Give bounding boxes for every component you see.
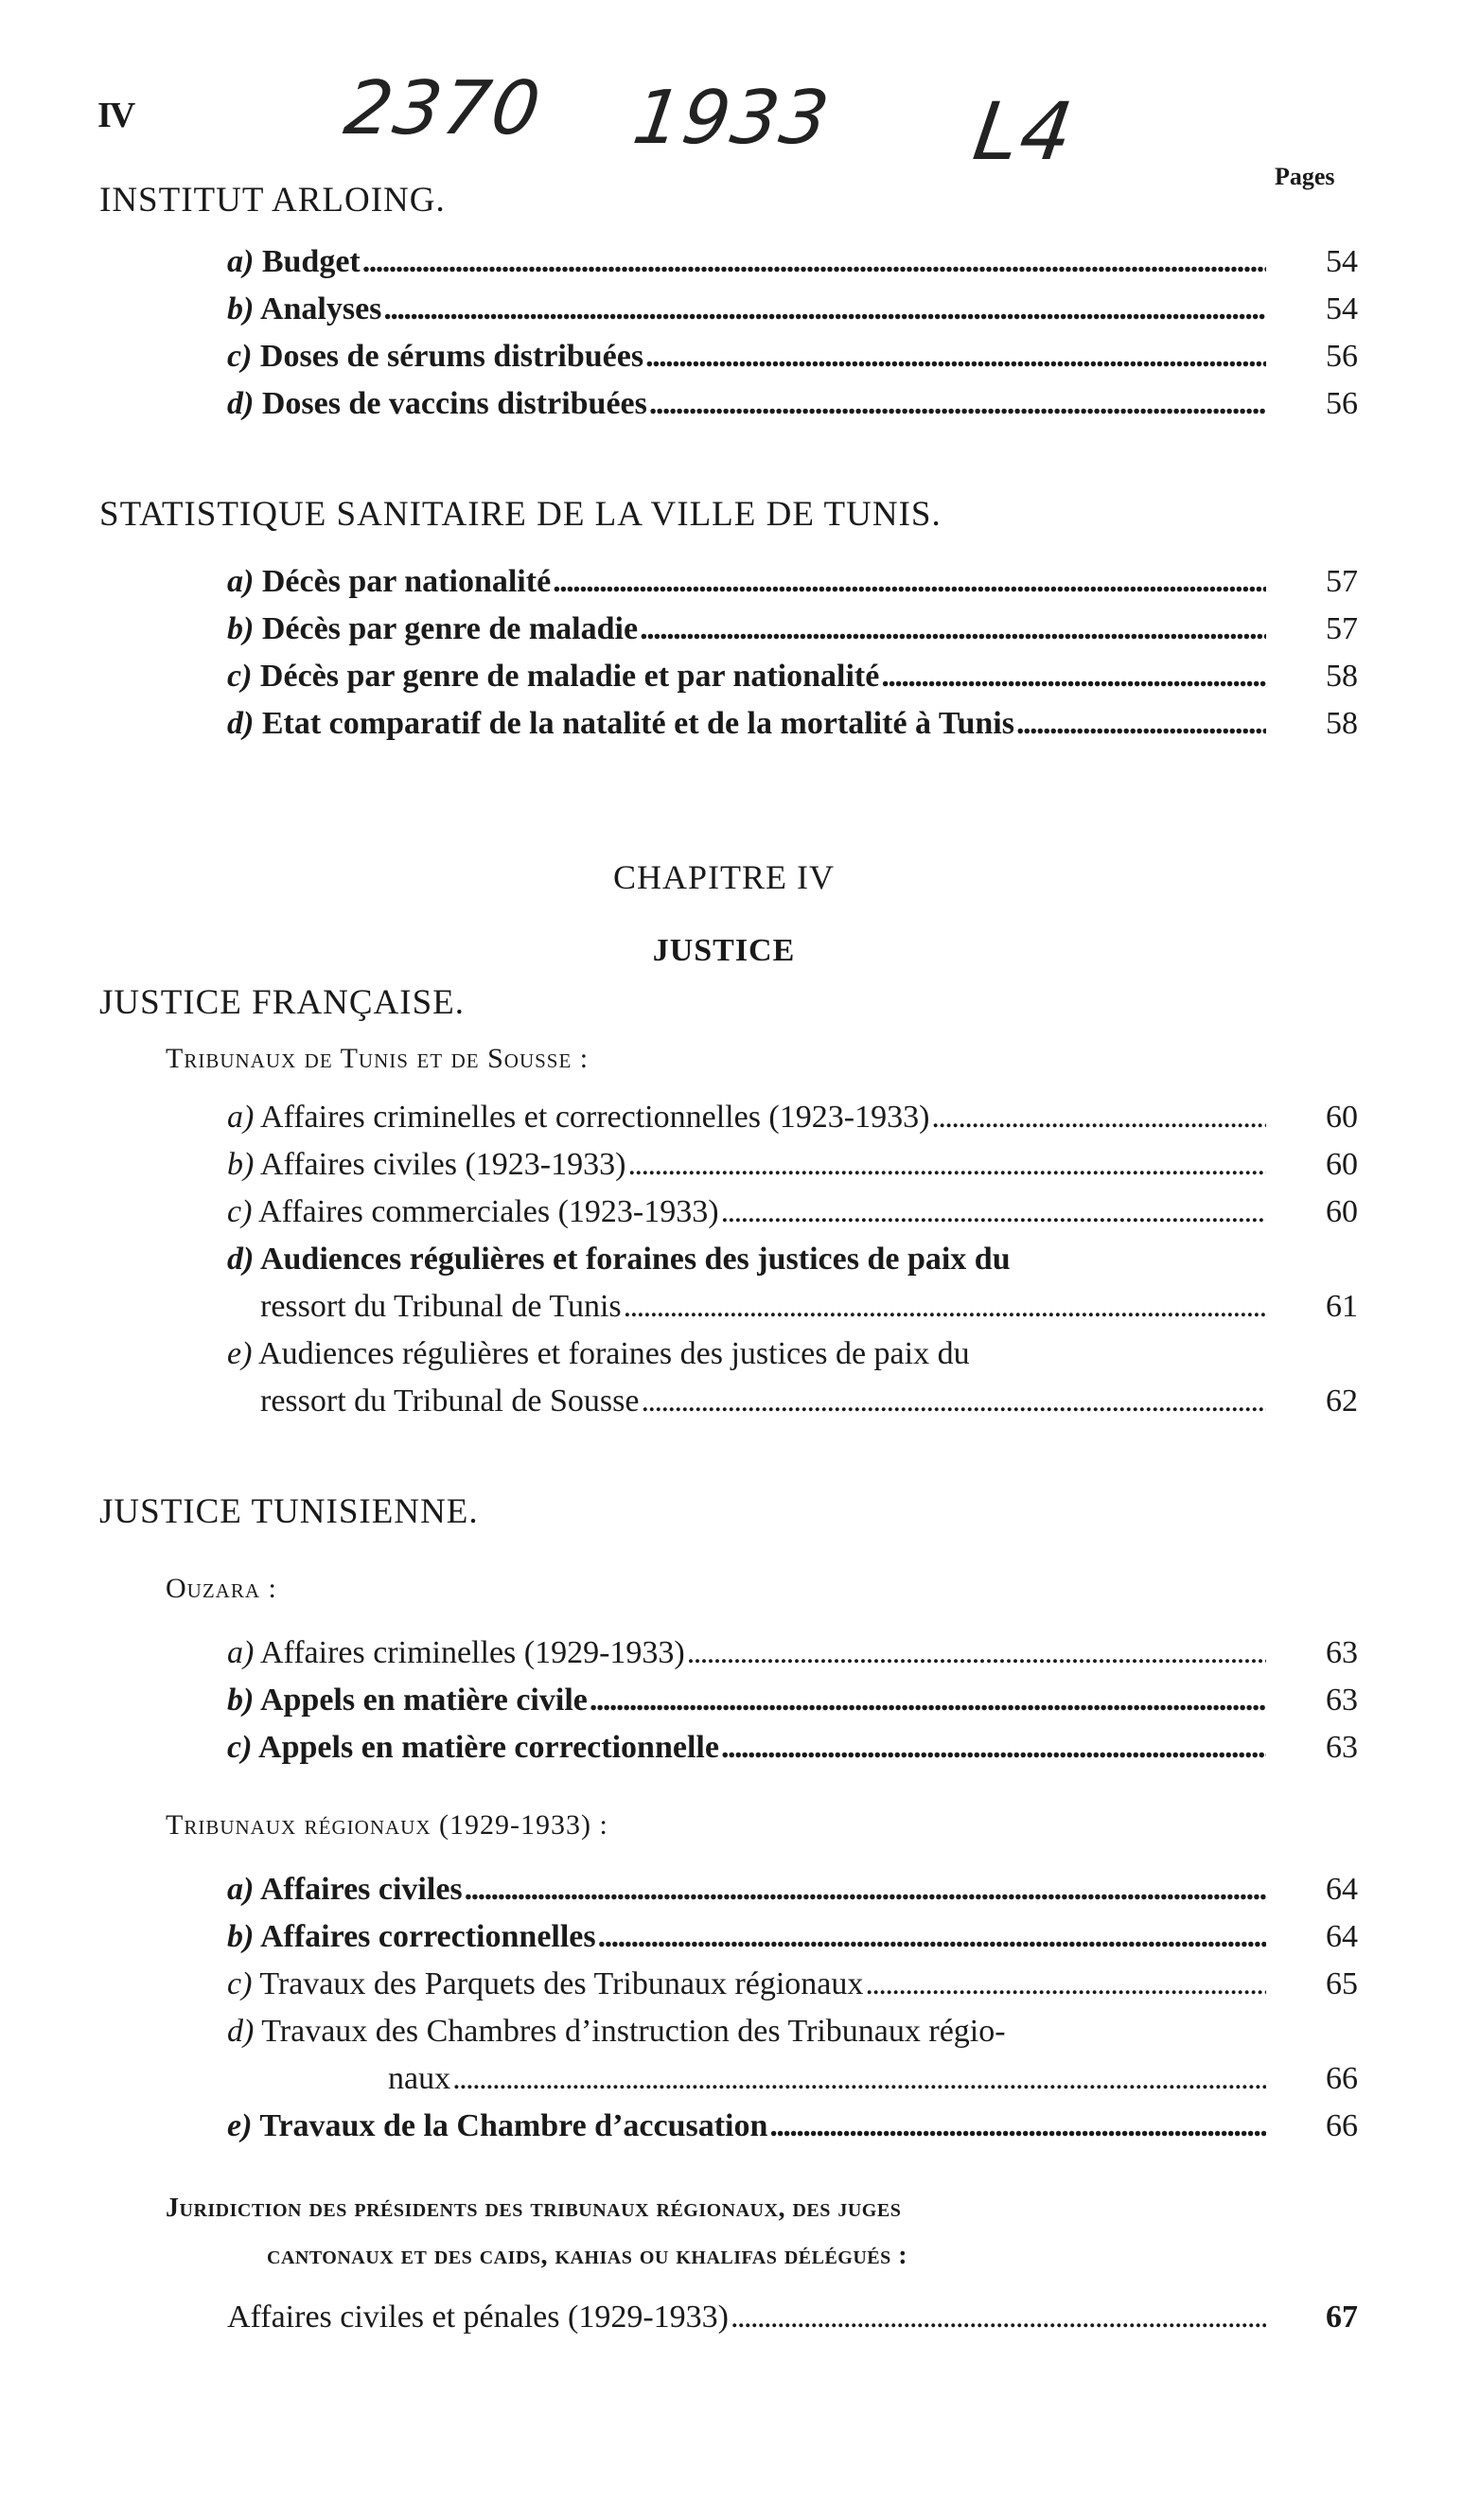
page-number: 56 — [1326, 386, 1358, 421]
toc-entry-continuation: ressort du Tribunal de Tunis . . . 61 — [260, 1289, 1266, 1330]
leader-dots — [452, 2061, 1266, 2097]
page-number: 62 — [1326, 1383, 1358, 1419]
toc-entry-continuation: ressort du Tribunal de Sousse . . . 62 — [260, 1383, 1266, 1425]
page-number: 64 — [1326, 1872, 1358, 1907]
section-title-justice-francaise: JUSTICE FRANÇAISE. — [99, 983, 465, 1022]
toc-entry: b) Analyses . . . 54 — [227, 291, 1266, 333]
page-number: 63 — [1326, 1635, 1358, 1670]
leader-dots — [465, 1872, 1266, 1908]
toc-entry: a) Décès par nationalité . . . 57 — [227, 564, 1266, 606]
leader-dots — [553, 564, 1266, 600]
toc-entry-continuation: naux . . . 66 — [388, 2061, 1266, 2103]
page-number: 57 — [1326, 564, 1358, 599]
leader-dots — [931, 1100, 1266, 1136]
toc-entry: b) Appels en matière civile . . . 63 — [227, 1683, 1266, 1724]
leader-dots — [721, 1730, 1266, 1766]
page-number: 54 — [1326, 244, 1358, 279]
toc-entry: d) Audiences régulières et foraines des justices de paix du — [227, 1242, 1011, 1277]
leader-dots — [645, 339, 1266, 375]
subsection-ouzara: Ouzara : — [166, 1573, 277, 1604]
page-number: 65 — [1326, 1966, 1358, 2001]
leader-dots — [769, 2108, 1266, 2144]
section-title-justice-tunisienne: JUSTICE TUNISIENNE. — [99, 1492, 479, 1531]
toc-entry: c) Décès par genre de maladie et par nationalité . . . 58 — [227, 659, 1266, 700]
page-number: 58 — [1326, 659, 1358, 694]
leader-dots — [721, 1194, 1266, 1230]
page-number: 67 — [1326, 2300, 1358, 2335]
leader-dots — [598, 1919, 1266, 1955]
leader-dots — [865, 1966, 1266, 2002]
leader-dots — [627, 1147, 1266, 1183]
toc-entry: d) Doses de vaccins distribuées . . . 56 — [227, 386, 1266, 428]
toc-entry: c) Doses de sérums distribuées . . . 56 — [227, 339, 1266, 380]
subsection-juridiction-line1: Juridiction des présidents des tribunaux régionaux, des juges — [166, 2194, 902, 2223]
toc-entry: d) Travaux des Chambres d’instruction des Tribunaux régio- — [227, 2014, 1006, 2049]
subsection-tribunaux-regionaux: Tribunaux régionaux (1929-1933) : — [166, 1809, 608, 1841]
leader-dots — [687, 1635, 1266, 1671]
page-number: 60 — [1326, 1147, 1358, 1182]
pages-column-label: Pages — [1275, 163, 1335, 190]
toc-entry: c) Travaux des Parquets des Tribunaux régionaux . . . 65 — [227, 1966, 1266, 2008]
page-number: 54 — [1326, 291, 1358, 326]
leader-dots — [1016, 706, 1266, 742]
section-title-statistique: STATISTIQUE SANITAIRE DE LA VILLE DE TUNIS. — [99, 495, 942, 534]
page-number: 63 — [1326, 1683, 1358, 1718]
leader-dots — [641, 1383, 1266, 1419]
page-number: 56 — [1326, 339, 1358, 374]
leader-dots — [590, 1683, 1266, 1718]
toc-entry: a) Budget . . . 54 — [227, 244, 1266, 286]
leader-dots — [624, 1289, 1266, 1325]
subsection-juridiction-line2: cantonaux et des caids, kahias ou khalifas délégués : — [267, 2241, 908, 2270]
handwritten-call-number: 2370 — [339, 66, 547, 151]
leader-dots — [731, 2300, 1266, 2335]
handwritten-shelf-mark: L4 — [968, 85, 1081, 178]
page-number: 63 — [1326, 1730, 1358, 1765]
handwritten-year: 1933 — [627, 76, 836, 161]
toc-entry: e) Travaux de la Chambre d’accusation . . . 66 — [227, 2108, 1266, 2150]
page-number: 61 — [1326, 1289, 1358, 1324]
page-number: 64 — [1326, 1919, 1358, 1954]
chapter-title: JUSTICE — [652, 933, 796, 968]
page-number: 60 — [1326, 1194, 1358, 1229]
leader-dots — [649, 386, 1266, 422]
leader-dots — [383, 291, 1266, 327]
chapter-number: CHAPITRE IV — [613, 858, 835, 896]
toc-entry: c) Appels en matière correctionnelle . . . 63 — [227, 1730, 1266, 1771]
page-number: 66 — [1326, 2108, 1358, 2143]
folio-number: IV — [97, 96, 134, 135]
leader-dots — [362, 244, 1266, 280]
leader-dots — [640, 611, 1266, 647]
toc-entry: b) Affaires correctionnelles . . . 64 — [227, 1919, 1266, 1961]
toc-entry: b) Décès par genre de maladie . . . 57 — [227, 611, 1266, 653]
toc-entry: a) Affaires criminelles (1929-1933) . . . 63 — [227, 1635, 1266, 1677]
page-number: 60 — [1326, 1100, 1358, 1135]
toc-entry: b) Affaires civiles (1923-1933) . . . 60 — [227, 1147, 1266, 1189]
page-number: 57 — [1326, 611, 1358, 646]
toc-entry: a) Affaires civiles . . . 64 — [227, 1872, 1266, 1913]
toc-entry: c) Affaires commerciales (1923-1933) . . . 60 — [227, 1194, 1266, 1236]
toc-entry: e) Audiences régulières et foraines des justices de paix du — [227, 1336, 970, 1371]
toc-entry: Affaires civiles et pénales (1929-1933) . . . 67 — [227, 2300, 1266, 2341]
page-number: 58 — [1326, 706, 1358, 741]
toc-entry: a) Affaires criminelles et correctionnelles (1923-1933) . . . 60 — [227, 1100, 1266, 1141]
page-number: 66 — [1326, 2061, 1358, 2096]
subsection-tribunaux-tunis-sousse: Tribunaux de Tunis et de Sousse : — [166, 1043, 590, 1074]
leader-dots — [881, 659, 1266, 695]
section-title-arloing: INSTITUT ARLOING. — [99, 181, 446, 220]
toc-entry: d) Etat comparatif de la natalité et de la mortalité à Tunis . . . 58 — [227, 706, 1266, 748]
